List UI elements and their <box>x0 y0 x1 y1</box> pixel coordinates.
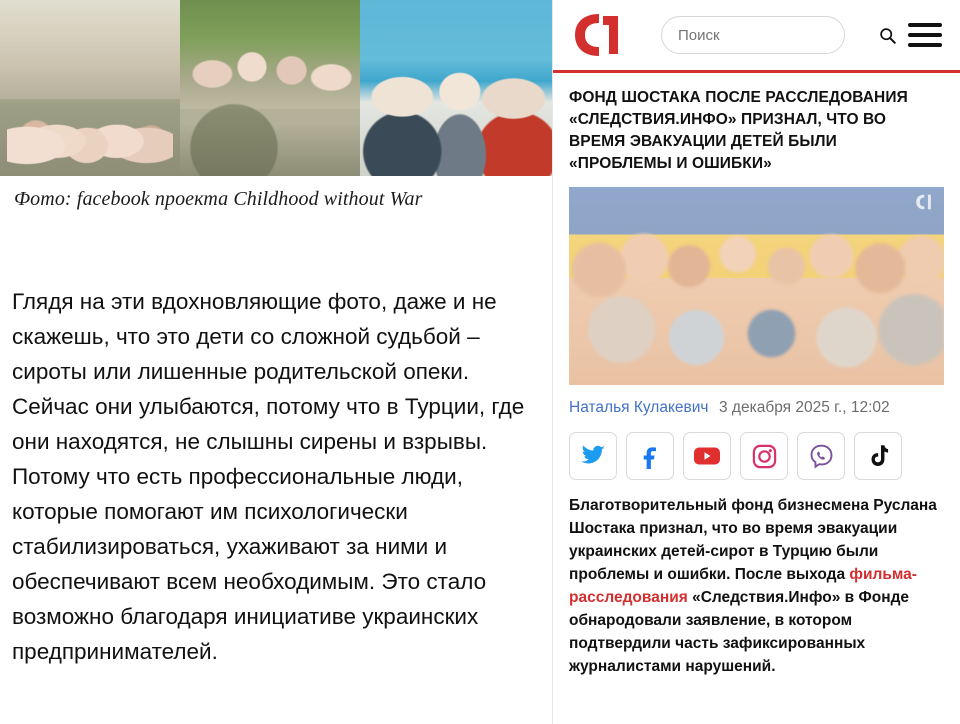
tiktok-share-button[interactable] <box>854 432 902 480</box>
lede-text-part1: Благотворительный фонд бизнесмена Руслана Шостака признал, что во время эвакуации украинских детей-сирот в Турцию были проблемы и ошибки. После выхода <box>569 497 937 583</box>
site-header <box>553 0 960 70</box>
facebook-icon <box>637 443 663 469</box>
youtube-share-button[interactable] <box>683 432 731 480</box>
instagram-share-button[interactable] <box>740 432 788 480</box>
hamburger-menu-icon[interactable] <box>908 20 942 50</box>
site-logo[interactable] <box>569 10 635 60</box>
viber-icon <box>809 444 834 469</box>
twitter-share-button[interactable] <box>569 432 617 480</box>
instagram-icon <box>752 444 777 469</box>
article-headline: ФОНД ШОСТАКА ПОСЛЕ РАССЛЕДОВАНИЯ «СЛЕДСТВИЯ.ИНФО» ПРИЗНАЛ, ЧТО ВО ВРЕМЯ ЭВАКУАЦИИ ДЕТЕЙ БЫЛИ «ПРОБЛЕМЫ И ОШИБКИ» <box>569 89 908 172</box>
byline <box>553 385 960 422</box>
photo-strip <box>0 0 552 176</box>
search-box[interactable] <box>661 16 845 54</box>
hero-watermark-icon <box>914 193 936 211</box>
tiktok-icon <box>867 444 890 469</box>
social-share-row <box>553 422 960 492</box>
photo-children-playground-center <box>180 0 360 176</box>
hero-crowd-layer <box>569 187 944 385</box>
article-date: 3 декабря 2025 г., 12:02 <box>719 399 890 416</box>
article-author[interactable]: Наталья Кулакевич <box>569 399 709 416</box>
youtube-icon <box>693 445 721 467</box>
article-body-text: Глядя на эти вдохновляющие фото, даже и не скажешь, что это дети со сложной судьбой – сироты или лишенные родительской опеки. Сейчас они улыбаются, потому что в Турции, где они находятся, не слышны сирены и взрывы. Потому что есть профессиональные люди, которые помогают им психологически стабилизироваться, ухаживают за ними и обеспечивают всем необходимым. Это стало возможно благодаря инициативе украинских предпринимателей. <box>12 289 525 664</box>
photo-caption: Фото: facebook проекта Childhood without War <box>14 188 423 210</box>
twitter-icon <box>580 445 606 467</box>
news-site-pane <box>552 0 960 724</box>
article-lede <box>553 492 960 678</box>
lede-text-part2: «Следствия.Инфо» в Фонде обнародовали заявление, в котором подтвердили часть зафиксированных журналистами нарушений. <box>569 589 910 675</box>
viber-share-button[interactable] <box>797 432 845 480</box>
facebook-share-button[interactable] <box>626 432 674 480</box>
search-icon[interactable] <box>879 27 896 44</box>
investigation-film-link[interactable]: фильма-расследования <box>569 566 917 606</box>
search-input[interactable] <box>676 26 879 45</box>
hero-photo-children-group <box>569 187 944 385</box>
photo-teenagers-pool-right <box>360 0 552 176</box>
photo-children-group-left <box>0 0 180 176</box>
